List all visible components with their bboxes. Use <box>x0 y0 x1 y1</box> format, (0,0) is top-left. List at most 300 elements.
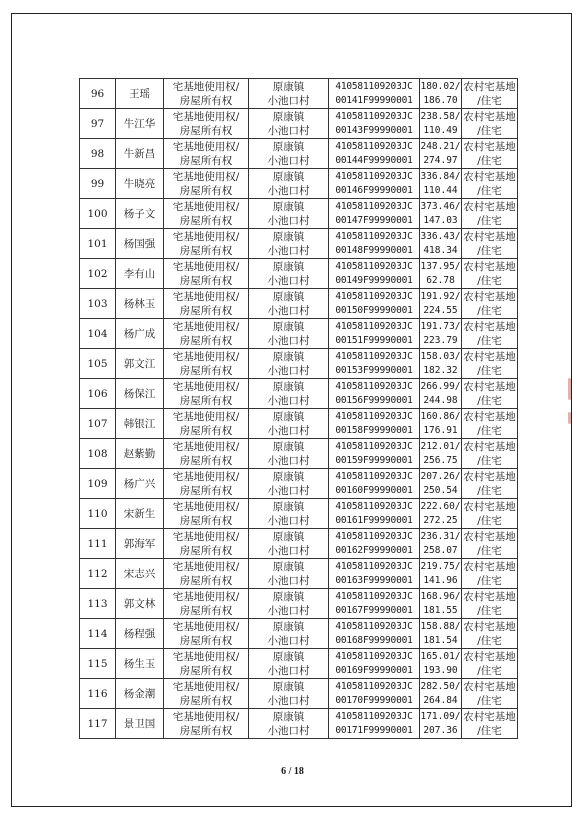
cell-area <box>420 619 462 649</box>
cell-unit-code-line: 410581109203JC <box>335 140 413 152</box>
cell-right-type-line: 宅基地使用权/ <box>172 290 240 303</box>
cell-area-line: 207.26/ <box>420 470 461 482</box>
cell-unit-code-line: 410581109203JC <box>335 230 413 242</box>
cell-unit-code-line: 00150F99990001 <box>335 304 413 316</box>
cell-unit-code <box>329 229 420 259</box>
cell-land-use <box>462 469 518 499</box>
cell-right-type-line: 宅基地使用权/ <box>172 80 240 93</box>
cell-land-use <box>462 589 518 619</box>
cell-right-type-line: 房屋所有权 <box>179 394 233 407</box>
cell-area <box>420 499 462 529</box>
cell-unit-code-line: 00169F99990001 <box>335 664 413 676</box>
cell-owner-name: 牛晓亮 <box>116 169 164 199</box>
cell-land-use-line: 农村宅基地 <box>463 260 516 273</box>
cell-right-type-line: 房屋所有权 <box>179 124 233 137</box>
cell-land-use <box>462 649 518 679</box>
cell-area <box>420 319 462 349</box>
cell-owner-name: 杨保江 <box>116 379 164 409</box>
cell-land-use-line: /住宅 <box>477 424 502 437</box>
cell-location-line: 小池口村 <box>267 484 310 497</box>
cell-location <box>249 439 329 469</box>
cell-area <box>420 199 462 229</box>
cell-land-use-line: /住宅 <box>477 154 502 167</box>
cell-right-type-line: 宅基地使用权/ <box>172 560 240 573</box>
cell-number: 98 <box>80 139 116 169</box>
cell-right-type <box>164 709 249 739</box>
cell-unit-code-line: 410581109203JC <box>335 350 413 362</box>
cell-right-type-line: 宅基地使用权/ <box>172 350 240 363</box>
cell-right-type-line: 宅基地使用权/ <box>172 440 240 453</box>
cell-area <box>420 439 462 469</box>
cell-location-line: 小池口村 <box>267 94 310 107</box>
cell-area <box>420 379 462 409</box>
cell-right-type-line: 宅基地使用权/ <box>172 620 240 633</box>
cell-location <box>249 409 329 439</box>
cell-area-line: 182.32 <box>423 364 458 376</box>
cell-unit-code-line: 00156F99990001 <box>335 394 413 406</box>
cell-land-use-line: 农村宅基地 <box>463 170 516 183</box>
cell-land-use <box>462 319 518 349</box>
cell-area-line: 160.86/ <box>420 410 461 422</box>
cell-area-line: 256.75 <box>423 454 458 466</box>
cell-area-line: 222.60/ <box>420 500 461 512</box>
cell-owner-name: 王瑶 <box>116 79 164 109</box>
cell-area-line: 110.44 <box>423 184 458 196</box>
cell-owner-name: 宋志兴 <box>116 559 164 589</box>
cell-right-type-line: 宅基地使用权/ <box>172 590 240 603</box>
cell-area-line: 141.96 <box>423 574 458 586</box>
cell-unit-code <box>329 559 420 589</box>
cell-area <box>420 709 462 739</box>
cell-unit-code-line: 00160F99990001 <box>335 484 413 496</box>
cell-land-use-line: 农村宅基地 <box>463 380 516 393</box>
cell-number: 103 <box>80 289 116 319</box>
cell-unit-code <box>329 589 420 619</box>
cell-land-use-line: 农村宅基地 <box>463 230 516 243</box>
cell-unit-code-line: 00159F99990001 <box>335 454 413 466</box>
table-row <box>80 469 518 499</box>
cell-number: 116 <box>80 679 116 709</box>
cell-unit-code <box>329 469 420 499</box>
table-row <box>80 229 518 259</box>
cell-unit-code-line: 410581109203JC <box>335 170 413 182</box>
cell-location-line: 小池口村 <box>267 394 310 407</box>
cell-area-line: 181.55 <box>423 604 458 616</box>
table-row <box>80 529 518 559</box>
cell-area-line: 147.03 <box>423 214 458 226</box>
cell-area-line: 244.98 <box>423 394 458 406</box>
cell-area-line: 336.84/ <box>420 170 461 182</box>
cell-area-line: 191.73/ <box>420 320 461 332</box>
cell-right-type-line: 宅基地使用权/ <box>172 380 240 393</box>
cell-land-use <box>462 709 518 739</box>
cell-area-line: 137.95/ <box>420 260 461 272</box>
table-row <box>80 439 518 469</box>
cell-owner-name: 杨生玉 <box>116 649 164 679</box>
cell-location-line: 原康镇 <box>272 290 305 303</box>
cell-unit-code <box>329 499 420 529</box>
cell-right-type-line: 房屋所有权 <box>179 454 233 467</box>
cell-location-line: 小池口村 <box>267 604 310 617</box>
cell-owner-name: 宋新生 <box>116 499 164 529</box>
cell-location-line: 小池口村 <box>267 544 310 557</box>
table-row <box>80 259 518 289</box>
cell-unit-code-line: 410581109203JC <box>335 440 413 452</box>
cell-unit-code <box>329 319 420 349</box>
cell-land-use-line: 农村宅基地 <box>463 80 516 93</box>
cell-unit-code-line: 00170F99990001 <box>335 694 413 706</box>
cell-land-use-line: 农村宅基地 <box>463 530 516 543</box>
cell-location-line: 小池口村 <box>267 454 310 467</box>
cell-location <box>249 379 329 409</box>
cell-unit-code-line: 410581109203JC <box>335 320 413 332</box>
cell-area-line: 248.21/ <box>420 140 461 152</box>
cell-area-line: 373.46/ <box>420 200 461 212</box>
cell-land-use <box>462 619 518 649</box>
cell-unit-code <box>329 259 420 289</box>
cell-unit-code <box>329 349 420 379</box>
cell-right-type <box>164 259 249 289</box>
cell-land-use-line: /住宅 <box>477 394 502 407</box>
cell-location-line: 小池口村 <box>267 634 310 647</box>
cell-land-use <box>462 439 518 469</box>
cell-area-line: 418.34 <box>423 244 458 256</box>
cell-right-type-line: 房屋所有权 <box>179 154 233 167</box>
cell-right-type <box>164 109 249 139</box>
cell-area-line: 165.01/ <box>420 650 461 662</box>
cell-unit-code-line: 00151F99990001 <box>335 334 413 346</box>
cell-land-use-line: 农村宅基地 <box>463 680 516 693</box>
cell-right-type-line: 房屋所有权 <box>179 184 233 197</box>
cell-land-use-line: 农村宅基地 <box>463 620 516 633</box>
table-row <box>80 139 518 169</box>
cell-unit-code-line: 00148F99990001 <box>335 244 413 256</box>
cell-owner-name: 杨子文 <box>116 199 164 229</box>
cell-right-type-line: 房屋所有权 <box>179 484 233 497</box>
cell-right-type <box>164 619 249 649</box>
cell-right-type-line: 宅基地使用权/ <box>172 140 240 153</box>
cell-location-line: 原康镇 <box>272 560 305 573</box>
cell-number: 112 <box>80 559 116 589</box>
cell-area <box>420 409 462 439</box>
cell-unit-code-line: 00147F99990001 <box>335 214 413 226</box>
cell-unit-code-line: 410581109203JC <box>335 200 413 212</box>
table-body <box>80 79 518 739</box>
cell-right-type-line: 房屋所有权 <box>179 574 233 587</box>
cell-area <box>420 589 462 619</box>
cell-location-line: 原康镇 <box>272 650 305 663</box>
cell-land-use-line: /住宅 <box>477 244 502 257</box>
cell-number: 106 <box>80 379 116 409</box>
cell-right-type-line: 房屋所有权 <box>179 94 233 107</box>
cell-unit-code-line: 410581109203JC <box>335 260 413 272</box>
cell-right-type-line: 房屋所有权 <box>179 694 233 707</box>
cell-owner-name: 郭文林 <box>116 589 164 619</box>
cell-right-type-line: 宅基地使用权/ <box>172 170 240 183</box>
cell-location-line: 小池口村 <box>267 364 310 377</box>
cell-area <box>420 559 462 589</box>
cell-location-line: 原康镇 <box>272 230 305 243</box>
table-row <box>80 589 518 619</box>
cell-land-use-line: /住宅 <box>477 94 502 107</box>
cell-location-line: 原康镇 <box>272 110 305 123</box>
cell-unit-code-line: 410581109203JC <box>335 620 413 632</box>
cell-area-line: 110.49 <box>423 124 458 136</box>
cell-land-use <box>462 289 518 319</box>
cell-area <box>420 139 462 169</box>
cell-right-type <box>164 589 249 619</box>
cell-land-use-line: 农村宅基地 <box>463 470 516 483</box>
cell-owner-name: 景卫国 <box>116 709 164 739</box>
cell-location <box>249 199 329 229</box>
cell-location <box>249 559 329 589</box>
cell-area-line: 62.78 <box>426 274 455 286</box>
cell-area-line: 158.88/ <box>420 620 461 632</box>
cell-unit-code-line: 00146F99990001 <box>335 184 413 196</box>
table-row <box>80 319 518 349</box>
cell-land-use <box>462 559 518 589</box>
cell-owner-name: 杨广成 <box>116 319 164 349</box>
cell-location-line: 小池口村 <box>267 334 310 347</box>
cell-unit-code-line: 410581109203JC <box>335 590 413 602</box>
cell-number: 104 <box>80 319 116 349</box>
cell-right-type-line: 房屋所有权 <box>179 514 233 527</box>
cell-right-type-line: 房屋所有权 <box>179 244 233 257</box>
cell-unit-code <box>329 439 420 469</box>
cell-location-line: 原康镇 <box>272 440 305 453</box>
cell-land-use-line: 农村宅基地 <box>463 110 516 123</box>
cell-land-use-line: 农村宅基地 <box>463 290 516 303</box>
cell-unit-code-line: 410581109203JC <box>335 500 413 512</box>
cell-land-use-line: 农村宅基地 <box>463 590 516 603</box>
cell-land-use <box>462 349 518 379</box>
cell-unit-code-line: 410581109203JC <box>335 710 413 722</box>
cell-right-type <box>164 289 249 319</box>
cell-number: 111 <box>80 529 116 559</box>
cell-right-type-line: 宅基地使用权/ <box>172 260 240 273</box>
cell-land-use <box>462 679 518 709</box>
cell-unit-code-line: 00143F99990001 <box>335 124 413 136</box>
cell-land-use-line: /住宅 <box>477 484 502 497</box>
cell-location-line: 原康镇 <box>272 680 305 693</box>
cell-right-type-line: 房屋所有权 <box>179 214 233 227</box>
cell-unit-code-line: 00168F99990001 <box>335 634 413 646</box>
cell-unit-code-line: 410581109203JC <box>335 680 413 692</box>
cell-number: 108 <box>80 439 116 469</box>
cell-land-use <box>462 229 518 259</box>
cell-land-use-line: 农村宅基地 <box>463 200 516 213</box>
cell-right-type <box>164 349 249 379</box>
cell-owner-name: 牛江华 <box>116 109 164 139</box>
cell-unit-code <box>329 139 420 169</box>
cell-unit-code-line: 410581109203JC <box>335 380 413 392</box>
cell-location <box>249 319 329 349</box>
cell-land-use <box>462 199 518 229</box>
cell-right-type <box>164 469 249 499</box>
cell-location-line: 小池口村 <box>267 514 310 527</box>
document-table-container <box>79 78 517 739</box>
cell-area-line: 236.31/ <box>420 530 461 542</box>
cell-unit-code-line: 00141F99990001 <box>335 94 413 106</box>
cell-unit-code-line: 00163F99990001 <box>335 574 413 586</box>
cell-right-type <box>164 319 249 349</box>
cell-location-line: 原康镇 <box>272 620 305 633</box>
cell-location <box>249 529 329 559</box>
table-row <box>80 709 518 739</box>
cell-area <box>420 229 462 259</box>
cell-right-type-line: 宅基地使用权/ <box>172 410 240 423</box>
cell-location <box>249 469 329 499</box>
cell-right-type-line: 房屋所有权 <box>179 544 233 557</box>
cell-unit-code-line: 410581109203JC <box>335 410 413 422</box>
cell-right-type <box>164 379 249 409</box>
cell-land-use-line: /住宅 <box>477 334 502 347</box>
cell-area-line: 224.55 <box>423 304 458 316</box>
cell-area <box>420 649 462 679</box>
table-row <box>80 199 518 229</box>
cell-location-line: 小池口村 <box>267 724 310 737</box>
cell-number: 97 <box>80 109 116 139</box>
cell-land-use-line: 农村宅基地 <box>463 440 516 453</box>
cell-location <box>249 709 329 739</box>
cell-land-use-line: /住宅 <box>477 184 502 197</box>
table-row <box>80 349 518 379</box>
cell-right-type-line: 房屋所有权 <box>179 724 233 737</box>
cell-land-use <box>462 79 518 109</box>
cell-area <box>420 169 462 199</box>
cell-land-use-line: 农村宅基地 <box>463 650 516 663</box>
cell-location <box>249 109 329 139</box>
cell-number: 102 <box>80 259 116 289</box>
cell-location-line: 原康镇 <box>272 350 305 363</box>
cell-right-type-line: 宅基地使用权/ <box>172 230 240 243</box>
cell-area-line: 180.02/ <box>420 80 461 92</box>
cell-location-line: 小池口村 <box>267 214 310 227</box>
cell-unit-code-line: 00144F99990001 <box>335 154 413 166</box>
table-row <box>80 619 518 649</box>
cell-unit-code <box>329 409 420 439</box>
cell-area-line: 336.43/ <box>420 230 461 242</box>
table-row <box>80 409 518 439</box>
cell-area-line: 186.70 <box>423 94 458 106</box>
cell-area-line: 193.90 <box>423 664 458 676</box>
cell-right-type-line: 宅基地使用权/ <box>172 500 240 513</box>
cell-unit-code <box>329 199 420 229</box>
cell-area <box>420 259 462 289</box>
cell-right-type <box>164 649 249 679</box>
cell-owner-name: 杨程强 <box>116 619 164 649</box>
cell-area <box>420 79 462 109</box>
cell-area-line: 223.79 <box>423 334 458 346</box>
cell-land-use <box>462 499 518 529</box>
cell-owner-name: 杨林玉 <box>116 289 164 319</box>
cell-unit-code-line: 00171F99990001 <box>335 724 413 736</box>
cell-location <box>249 619 329 649</box>
cell-location-line: 原康镇 <box>272 530 305 543</box>
cell-area <box>420 529 462 559</box>
cell-land-use-line: /住宅 <box>477 364 502 377</box>
cell-unit-code <box>329 679 420 709</box>
cell-owner-name: 郭海军 <box>116 529 164 559</box>
cell-location-line: 小池口村 <box>267 184 310 197</box>
cell-number: 105 <box>80 349 116 379</box>
cell-number: 101 <box>80 229 116 259</box>
cell-location-line: 小池口村 <box>267 244 310 257</box>
table-row <box>80 499 518 529</box>
cell-unit-code-line: 00167F99990001 <box>335 604 413 616</box>
cell-right-type <box>164 169 249 199</box>
cell-unit-code-line: 00161F99990001 <box>335 514 413 526</box>
cell-unit-code-line: 00158F99990001 <box>335 424 413 436</box>
cell-land-use-line: 农村宅基地 <box>463 320 516 333</box>
cell-location-line: 原康镇 <box>272 140 305 153</box>
cell-location <box>249 169 329 199</box>
cell-land-use-line: /住宅 <box>477 724 502 737</box>
cell-right-type <box>164 79 249 109</box>
cell-right-type <box>164 229 249 259</box>
cell-unit-code-line: 410581109203JC <box>335 560 413 572</box>
cell-location-line: 原康镇 <box>272 590 305 603</box>
cell-land-use-line: 农村宅基地 <box>463 560 516 573</box>
cell-number: 114 <box>80 619 116 649</box>
cell-right-type <box>164 499 249 529</box>
cell-location <box>249 229 329 259</box>
cell-land-use-line: /住宅 <box>477 514 502 527</box>
cell-number: 110 <box>80 499 116 529</box>
cell-right-type <box>164 559 249 589</box>
cell-number: 99 <box>80 169 116 199</box>
cell-area-line: 282.50/ <box>420 680 461 692</box>
cell-area-line: 158.03/ <box>420 350 461 362</box>
cell-area <box>420 289 462 319</box>
cell-land-use-line: /住宅 <box>477 214 502 227</box>
cell-right-type <box>164 409 249 439</box>
cell-area-line: 191.92/ <box>420 290 461 302</box>
cell-area-line: 272.25 <box>423 514 458 526</box>
cell-location <box>249 589 329 619</box>
cell-right-type-line: 房屋所有权 <box>179 274 233 287</box>
cell-right-type-line: 房屋所有权 <box>179 424 233 437</box>
cell-location <box>249 649 329 679</box>
cell-land-use-line: /住宅 <box>477 124 502 137</box>
cell-right-type-line: 房屋所有权 <box>179 604 233 617</box>
cell-unit-code-line: 410581109203JC <box>335 470 413 482</box>
table-row <box>80 109 518 139</box>
cell-location-line: 原康镇 <box>272 410 305 423</box>
cell-right-type-line: 宅基地使用权/ <box>172 110 240 123</box>
page-number: 6 / 18 <box>281 766 304 777</box>
cell-area-line: 181.54 <box>423 634 458 646</box>
table-row <box>80 289 518 319</box>
cell-right-type-line: 宅基地使用权/ <box>172 650 240 663</box>
cell-owner-name: 李有山 <box>116 259 164 289</box>
cell-location <box>249 79 329 109</box>
table-row <box>80 649 518 679</box>
cell-owner-name: 赵紫勤 <box>116 439 164 469</box>
cell-location-line: 小池口村 <box>267 694 310 707</box>
cell-number: 113 <box>80 589 116 619</box>
cell-unit-code <box>329 529 420 559</box>
cell-right-type-line: 房屋所有权 <box>179 304 233 317</box>
cell-area-line: 238.58/ <box>420 110 461 122</box>
cell-owner-name: 杨金潮 <box>116 679 164 709</box>
cell-right-type-line: 房屋所有权 <box>179 664 233 677</box>
cell-land-use <box>462 169 518 199</box>
cell-unit-code-line: 00149F99990001 <box>335 274 413 286</box>
cell-unit-code-line: 410581109203JC <box>335 110 413 122</box>
cell-location-line: 小池口村 <box>267 154 310 167</box>
cell-unit-code-line: 00153F99990001 <box>335 364 413 376</box>
